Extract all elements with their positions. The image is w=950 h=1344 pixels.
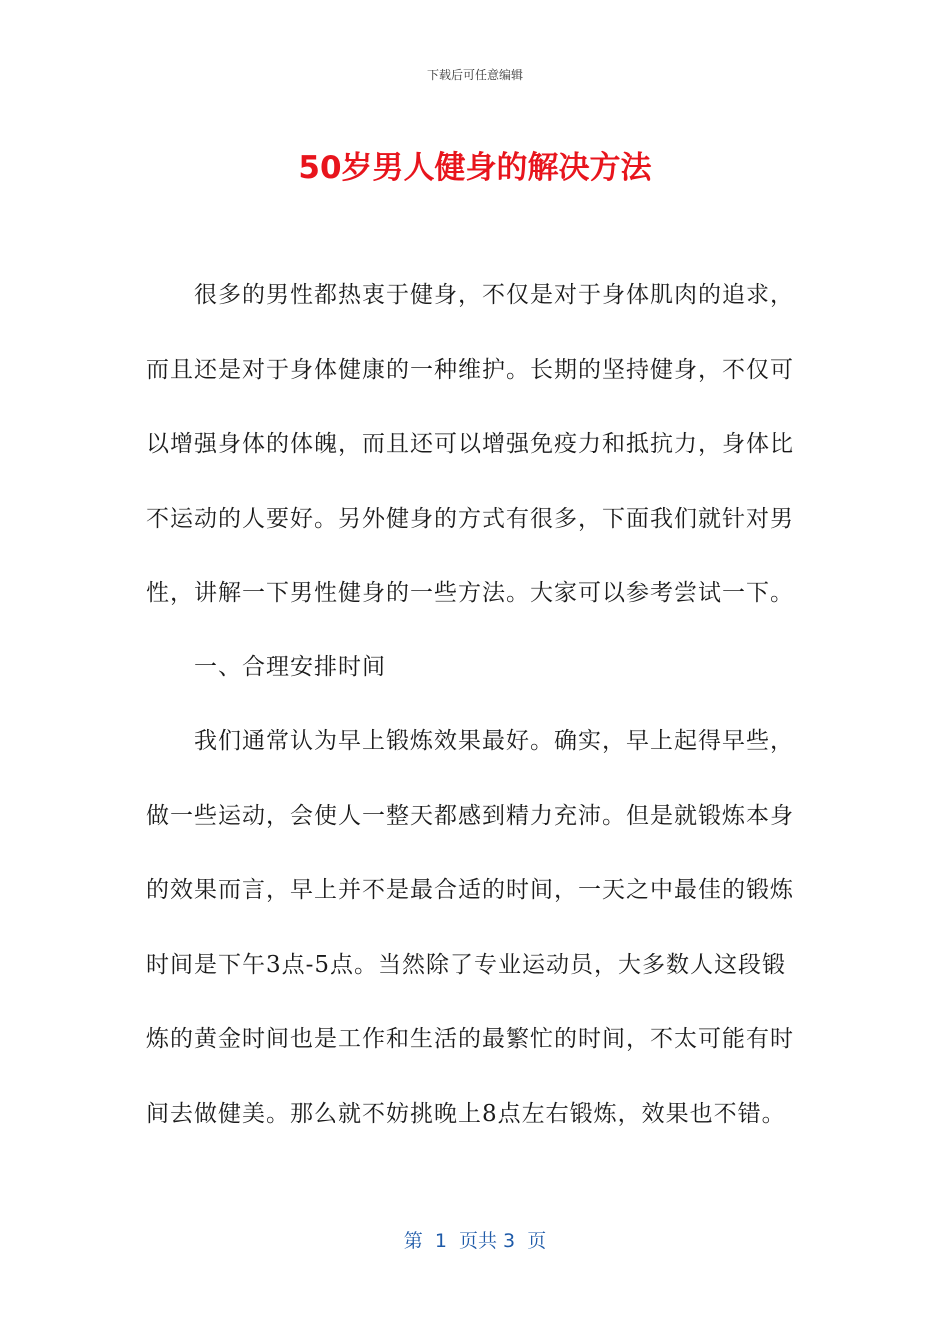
section-heading-text: 一、合理安排时间 [194, 654, 386, 680]
document-title: 50岁男人健身的解决方法 [298, 150, 652, 186]
text-line: 而且还是对于身体健康的一种维护。长期的坚持健身，不仅可 [146, 356, 794, 383]
text-line: 间去做健美。那么就不妨挑晚上8点左右锻炼，效果也不错。 [146, 1100, 786, 1127]
section-heading [146, 630, 796, 705]
text-line: 不运动的人要好。另外健身的方式有很多，下面我们就针对男 [146, 505, 794, 532]
paragraph-1 [146, 258, 796, 631]
text-line: 以增强身体的体魄，而且还可以增强免疫力和抵抗力，身体比 [146, 431, 794, 457]
text-line: 的效果而言，早上并不是最合适的时间，一天之中最佳的锻炼 [146, 877, 794, 903]
text-line: 很多的男性都热衷于健身，不仅是对于身体肌肉的追求， [194, 282, 794, 308]
text-line: 我们通常认为早上锻炼效果最好。确实，早上起得早些， [194, 728, 794, 754]
page-footer: 第 1 页共 3 页 [403, 1230, 547, 1252]
text-line: 时间是下午3点-5点。当然除了专业运动员，大多数人这段锻 [146, 951, 787, 978]
text-line: 炼的黄金时间也是工作和生活的最繁忙的时间，不太可能有时 [146, 1026, 794, 1052]
header-note: 下载后可任意编辑 [426, 68, 523, 82]
text-line: 性，讲解一下男性健身的一些方法。大家可以参考尝试一下。 [146, 580, 794, 606]
paragraph-2 [146, 704, 796, 1151]
text-line: 做一些运动，会使人一整天都感到精力充沛。但是就锻炼本身 [146, 802, 794, 829]
